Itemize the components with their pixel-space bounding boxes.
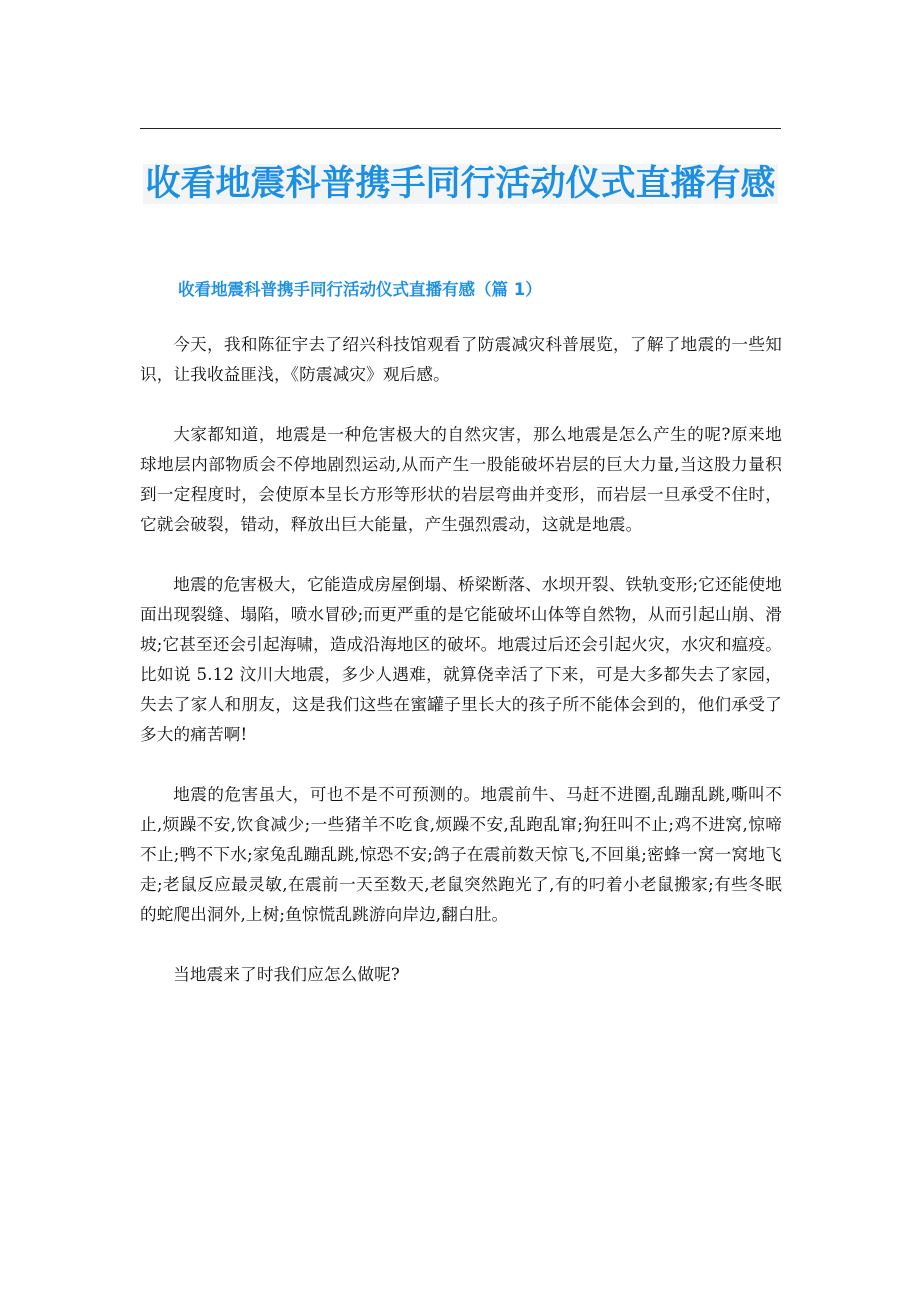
header-rule	[140, 128, 781, 129]
section-heading: 收看地震科普携手同行活动仪式直播有感（篇 1）	[178, 280, 542, 299]
paragraph-4: 地震的危害虽大，可也不是不可预测的。地震前牛、马赶不进圈,乱蹦乱跳,嘶叫不止,烦躁不安,饮食减少;一些猪羊不吃食,烦躁不安,乱跑乱窜;狗狂叫不止;鸡不进窝,惊啼不止;鸭不下水;家兔乱蹦乱跳,惊恐不安;鸽子在震前数天惊飞,不回巢;密蜂一窝一窝地飞走;老鼠反应最灵敏,在震前一天至数天,老鼠突然跑光了,有的叼着小老鼠搬家;有些冬眠的蛇爬出洞外,上树;鱼惊慌乱跳游向岸边,翻白肚。	[140, 785, 782, 924]
paragraph-1: 今天，我和陈征宇去了绍兴科技馆观看了防震减灾科普展览，了解了地震的一些知识，让我收益匪浅，《防震减灾》观后感。	[140, 335, 782, 384]
paragraph-5: 当地震来了时我们应怎么做呢?	[173, 965, 400, 984]
paragraph-3: 地震的危害极大，它能造成房屋倒塌、桥梁断落、水坝开裂、铁轨变形;它还能使地面出现裂缝、塌陷，喷水冒砂;而更严重的是它能破坏山体等自然物，从而引起山崩、滑坡;它甚至还会引起海啸，造成沿海地区的破坏。地震过后还会引起火灾，水灾和瘟疫。比如说 5.12 汶川大地震，多少人遇难，就算侥幸活了下来，可是大多都失去了家园，失去了家人和朋友，这是我们这些在蜜罐子里长大的孩子所不能体会到的，他们承受了多大的痛苦啊!	[140, 575, 783, 744]
paragraph-2: 大家都知道，地震是一种危害极大的自然灾害，那么地震是怎么产生的呢?原来地球地层内部物质会不停地剧烈运动,从而产生一股能破坏岩层的巨大力量,当这股力量积到一定程度时，会使原本呈长方形等形状的岩层弯曲并变形，而岩层一旦承受不住时，它就会破裂，错动，释放出巨大能量，产生强烈震动，这就是地震。	[140, 425, 782, 534]
document-title-text: 收看地震科普携手同行活动仪式直播有感	[145, 164, 776, 204]
article-body	[140, 330, 782, 1020]
document-title	[140, 160, 781, 208]
